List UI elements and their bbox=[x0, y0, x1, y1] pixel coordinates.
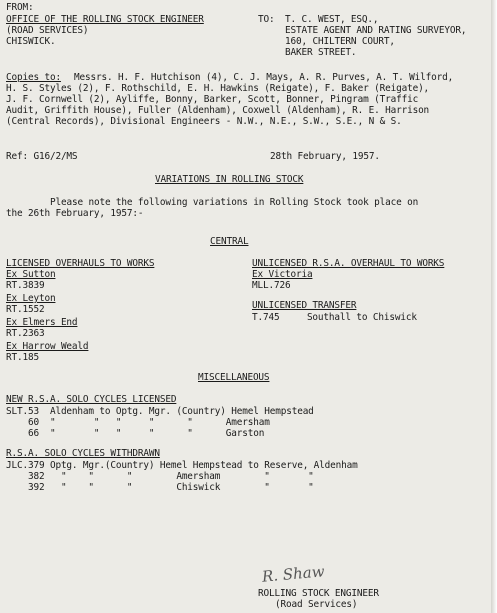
overhaul-from-2: Ex Leyton bbox=[6, 293, 56, 304]
overhaul-from-3: Ex Elmers End bbox=[6, 317, 78, 328]
cycles-withdrawn-line-2: 382 " " " Amersham " " bbox=[6, 471, 314, 482]
overhaul-vehicle-4: RT.185 bbox=[6, 352, 39, 363]
overhaul-vehicle-1: RT.3839 bbox=[6, 280, 45, 291]
copies-line-5: (Central Records), Divisional Engineers - N.W., N.E., S.W., S.E., N & S. bbox=[6, 116, 402, 127]
unlicensed-overhaul-heading: UNLICENSED R.S.A. OVERHAUL TO WORKS bbox=[252, 258, 445, 269]
memo-date: 28th February, 1957. bbox=[270, 151, 380, 162]
cycles-withdrawn-line-3: 392 " " " Chiswick " " bbox=[6, 482, 314, 493]
overhaul-vehicle-3: RT.2363 bbox=[6, 328, 45, 339]
from-line-2: (ROAD SERVICES) bbox=[6, 25, 89, 36]
to-label: TO: bbox=[258, 14, 275, 25]
to-line-4: BAKER STREET. bbox=[285, 47, 357, 58]
intro-line-1: Please note the following variations in Rolling Stock took place on bbox=[50, 197, 419, 208]
signoff-department: (Road Services) bbox=[275, 599, 358, 610]
copies-line-3: J. F. Cornwell (2), Ayliffe, Bonny, Barker, Scott, Bonner, Pingram (Traffic bbox=[6, 94, 419, 105]
memo-title: VARIATIONS IN ROLLING STOCK bbox=[155, 174, 304, 185]
from-line-3: CHISWICK. bbox=[6, 36, 56, 47]
unlicensed-transfer-heading: UNLICENSED TRANSFER bbox=[252, 300, 357, 311]
from-line-1: OFFICE OF THE ROLLING STOCK ENGINEER bbox=[6, 14, 204, 25]
copies-label: Copies to: bbox=[6, 72, 61, 83]
cycles-withdrawn-heading: R.S.A. SOLO CYCLES WITHDRAWN bbox=[6, 448, 160, 459]
overhaul-from-4: Ex Harrow Weald bbox=[6, 341, 89, 352]
unlicensed-overhaul-from: Ex Victoria bbox=[252, 269, 313, 280]
to-line-2: ESTATE AGENT AND RATING SURVEYOR, bbox=[285, 25, 467, 36]
to-line-1: T. C. WEST, ESQ., bbox=[285, 14, 379, 25]
licensed-overhauls-heading: LICENSED OVERHAULS TO WORKS bbox=[6, 258, 155, 269]
signoff-title: ROLLING STOCK ENGINEER bbox=[258, 588, 379, 599]
cycles-licensed-line-1: SLT.53 Aldenham to Optg. Mgr. (Country) Hemel Hempstead bbox=[6, 406, 314, 417]
copies-line-4: Audit, Griffith House), Fuller (Aldenham), Coxwell (Aldenham), R. E. Harrison bbox=[6, 105, 430, 116]
unlicensed-overhaul-vehicle: MLL.726 bbox=[252, 280, 291, 291]
from-label: FROM: bbox=[6, 2, 34, 13]
intro-line-2: the 26th February, 1957:- bbox=[6, 208, 144, 219]
overhaul-vehicle-2: RT.1552 bbox=[6, 304, 45, 315]
overhaul-from-1: Ex Sutton bbox=[6, 269, 56, 280]
handwritten-signature: R. Shaw bbox=[261, 562, 326, 586]
cycles-licensed-line-2: 60 " " " " " Amersham bbox=[6, 417, 270, 428]
misc-heading: MISCELLANEOUS bbox=[198, 372, 270, 383]
cycles-withdrawn-line-1: JLC.379 Optg. Mgr.(Country) Hemel Hempstead to Reserve, Aldenham bbox=[6, 460, 358, 471]
unlicensed-transfer-line: T.745 Southall to Chiswick bbox=[252, 312, 417, 323]
cycles-licensed-line-3: 66 " " " " " Garston bbox=[6, 428, 265, 439]
scan-edge bbox=[491, 0, 497, 613]
to-line-3: 160, CHILTERN COURT, bbox=[285, 36, 395, 47]
reference: Ref: G16/2/MS bbox=[6, 151, 78, 162]
copies-line-1: Messrs. H. F. Hutchison (4), C. J. Mays, A. R. Purves, A. T. Wilford, bbox=[74, 72, 454, 83]
central-heading: CENTRAL bbox=[210, 236, 249, 247]
cycles-licensed-heading: NEW R.S.A. SOLO CYCLES LICENSED bbox=[6, 394, 177, 405]
copies-line-2: H. S. Styles (2), F. Rothschild, E. H. Hawkins (Reigate), F. Baker (Reigate), bbox=[6, 83, 430, 94]
